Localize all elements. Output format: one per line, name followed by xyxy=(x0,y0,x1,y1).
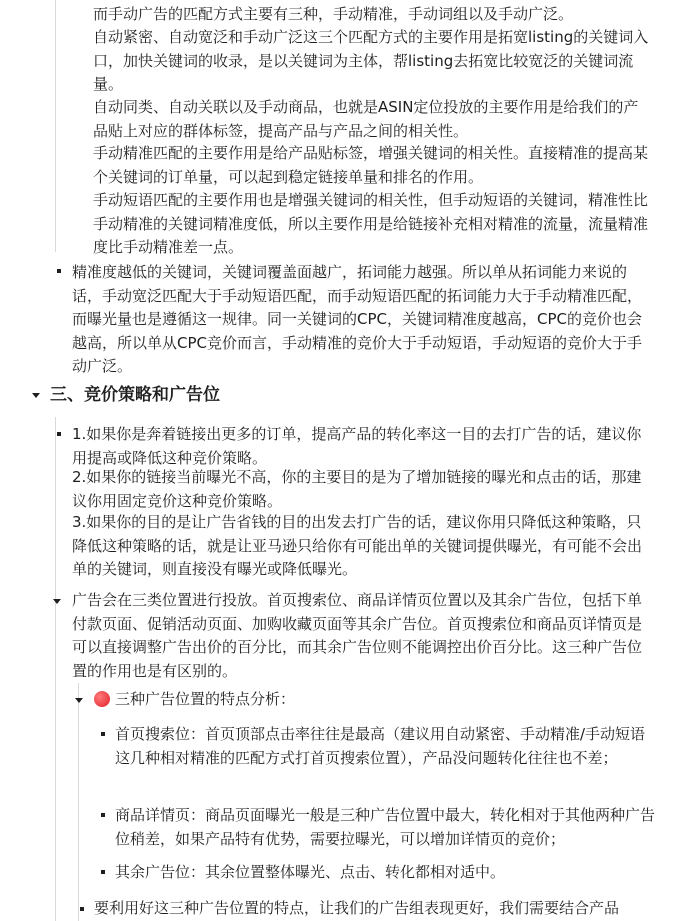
bullet-point xyxy=(57,269,61,273)
bullet-point xyxy=(57,432,61,436)
last-bullet-text: 要利用好这三种广告位置的特点，让我们的广告组表现更好，我们需要结合产品 xyxy=(94,899,620,917)
indent-guide xyxy=(55,417,56,921)
bullet-point xyxy=(101,732,105,736)
precision-paragraph: 精准度越低的关键词，关键词覆盖面越广，拓词能力越强。所以单从拓词能力来说的话，手动宽泛匹配大于手动短语匹配，而手动短语匹配的拓词能力大于手动精准匹配，而曝光量也是遵循这一规律。同一关键词的CPC，关键词精准度越高，CPC的竞价也会越高，所以单从CPC竞价而言，手动精准的竞价大于手动短语，手动短语的竞价大于手动广泛。 xyxy=(72,263,643,375)
red-circle-icon xyxy=(94,691,110,707)
top-paragraph-4: 手动精准匹配的主要作用是给产品贴标签，增强关键词的相关性。直接精准的提高某个关键词的订单量，可以起到稳定链接单量和排名的作用。 xyxy=(93,144,649,186)
bullet-point xyxy=(80,907,84,911)
list-item: 其余广告位：其余位置整体曝光、点击、转化都相对适中。 xyxy=(115,863,506,881)
section-heading: 三、竞价策略和广告位 xyxy=(50,385,220,405)
top-paragraph-2: 自动紧密、自动宽泛和手动广泛这三个匹配方式的主要作用是拓宽listing的关键词入口，加快关键词的收录，是以关键词为主体，帮listing去拓宽比较宽泛的关键词流量。 xyxy=(93,28,649,93)
bullet-point xyxy=(101,870,105,874)
indent-guide xyxy=(78,683,79,921)
bullet-point xyxy=(101,813,105,817)
top-paragraph-5: 手动短语匹配的主要作用也是增强关键词的相关性，但手动短语的关键词，精准性比手动精准的关键词精准度低，所以主要作用是给链接补充相对精准的流量，流量精准度比手动精准差一点。 xyxy=(93,191,649,256)
collapse-arrow-icon[interactable] xyxy=(53,599,61,604)
placements-intro: 广告会在三类位置进行投放。首页搜索位、商品详情页位置以及其余广告位，包括下单付款页面、促销活动页面、加购收藏页面等其余广告位。首页搜索位和商品页详情页是可以直接调整广告出价的百分比，而其余广告位则不能调控出价百分比。这三种广告位置的作用也是有区别的。 xyxy=(72,591,643,680)
collapse-arrow-icon[interactable] xyxy=(75,698,83,703)
strategy-2: 2.如果你的链接当前曝光不高，你的主要目的是为了增加链接的曝光和点击的话，那建议你用固定竞价这种竞价策略。 xyxy=(72,468,642,510)
top-paragraph-3: 自动同类、自动关联以及手动商品，也就是ASIN定位投放的主要作用是给我们的产品贴上对应的群体标签，提高产品与产品之间的相关性。 xyxy=(93,98,639,140)
indent-guide xyxy=(55,0,56,252)
top-paragraph-1: 而手动广告的匹配方式主要有三种，手动精准，手动词组以及手动广泛。 xyxy=(93,5,574,23)
analysis-title: 三种广告位置的特点分析： xyxy=(115,690,296,708)
list-item: 商品详情页：商品页面曝光一般是三种广告位置中最大，转化相对于其他两种广告位稍差，如果产品特有优势，需要拉曝光，可以增加详情页的竞价； xyxy=(115,806,656,848)
strategy-3: 3.如果你的目的是让广告省钱的目的出发去打广告的话，建议你用只降低这种策略，只降低这种策略的话，就是让亚马逊只给你有可能出单的关键词提供曝光，有可能不会出单的关键词，则直接没有曝光或降低曝光。 xyxy=(72,513,643,578)
collapse-arrow-icon[interactable] xyxy=(32,393,40,398)
list-item: 首页搜索位：首页顶部点击率往往是最高（建议用自动紧密、手动精准/手动短语这几种相对精准的匹配方式打首页搜索位置），产品没问题转化往往也不差； xyxy=(115,725,646,767)
strategy-1: 1.如果你是奔着链接出更多的订单，提高产品的转化率这一目的去打广告的话，建议你用提高或降低这种竞价策略。 xyxy=(72,425,642,467)
